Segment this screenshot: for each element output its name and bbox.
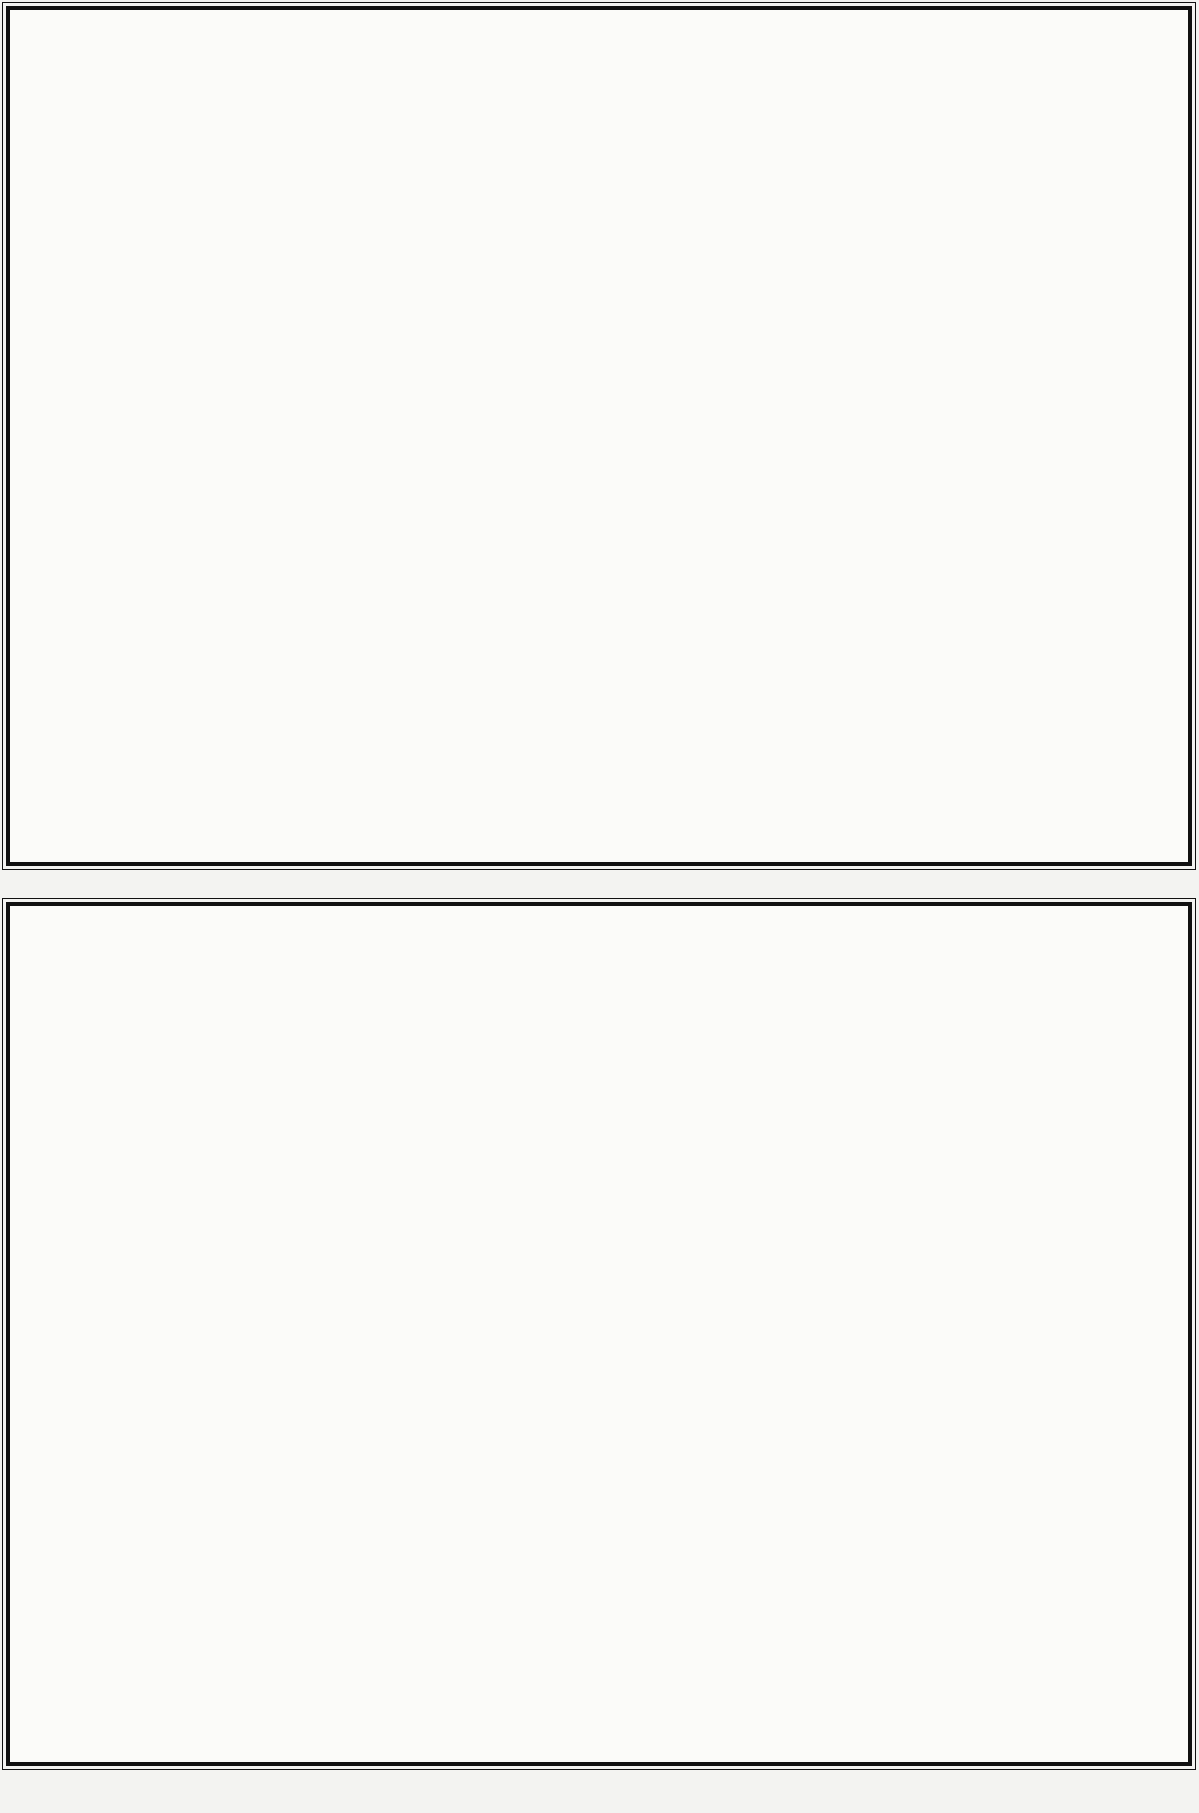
lower-page-columns [18,914,1180,1754]
lower-page [6,902,1192,1766]
upper-page-columns [18,18,1180,854]
upper-page [6,6,1192,866]
